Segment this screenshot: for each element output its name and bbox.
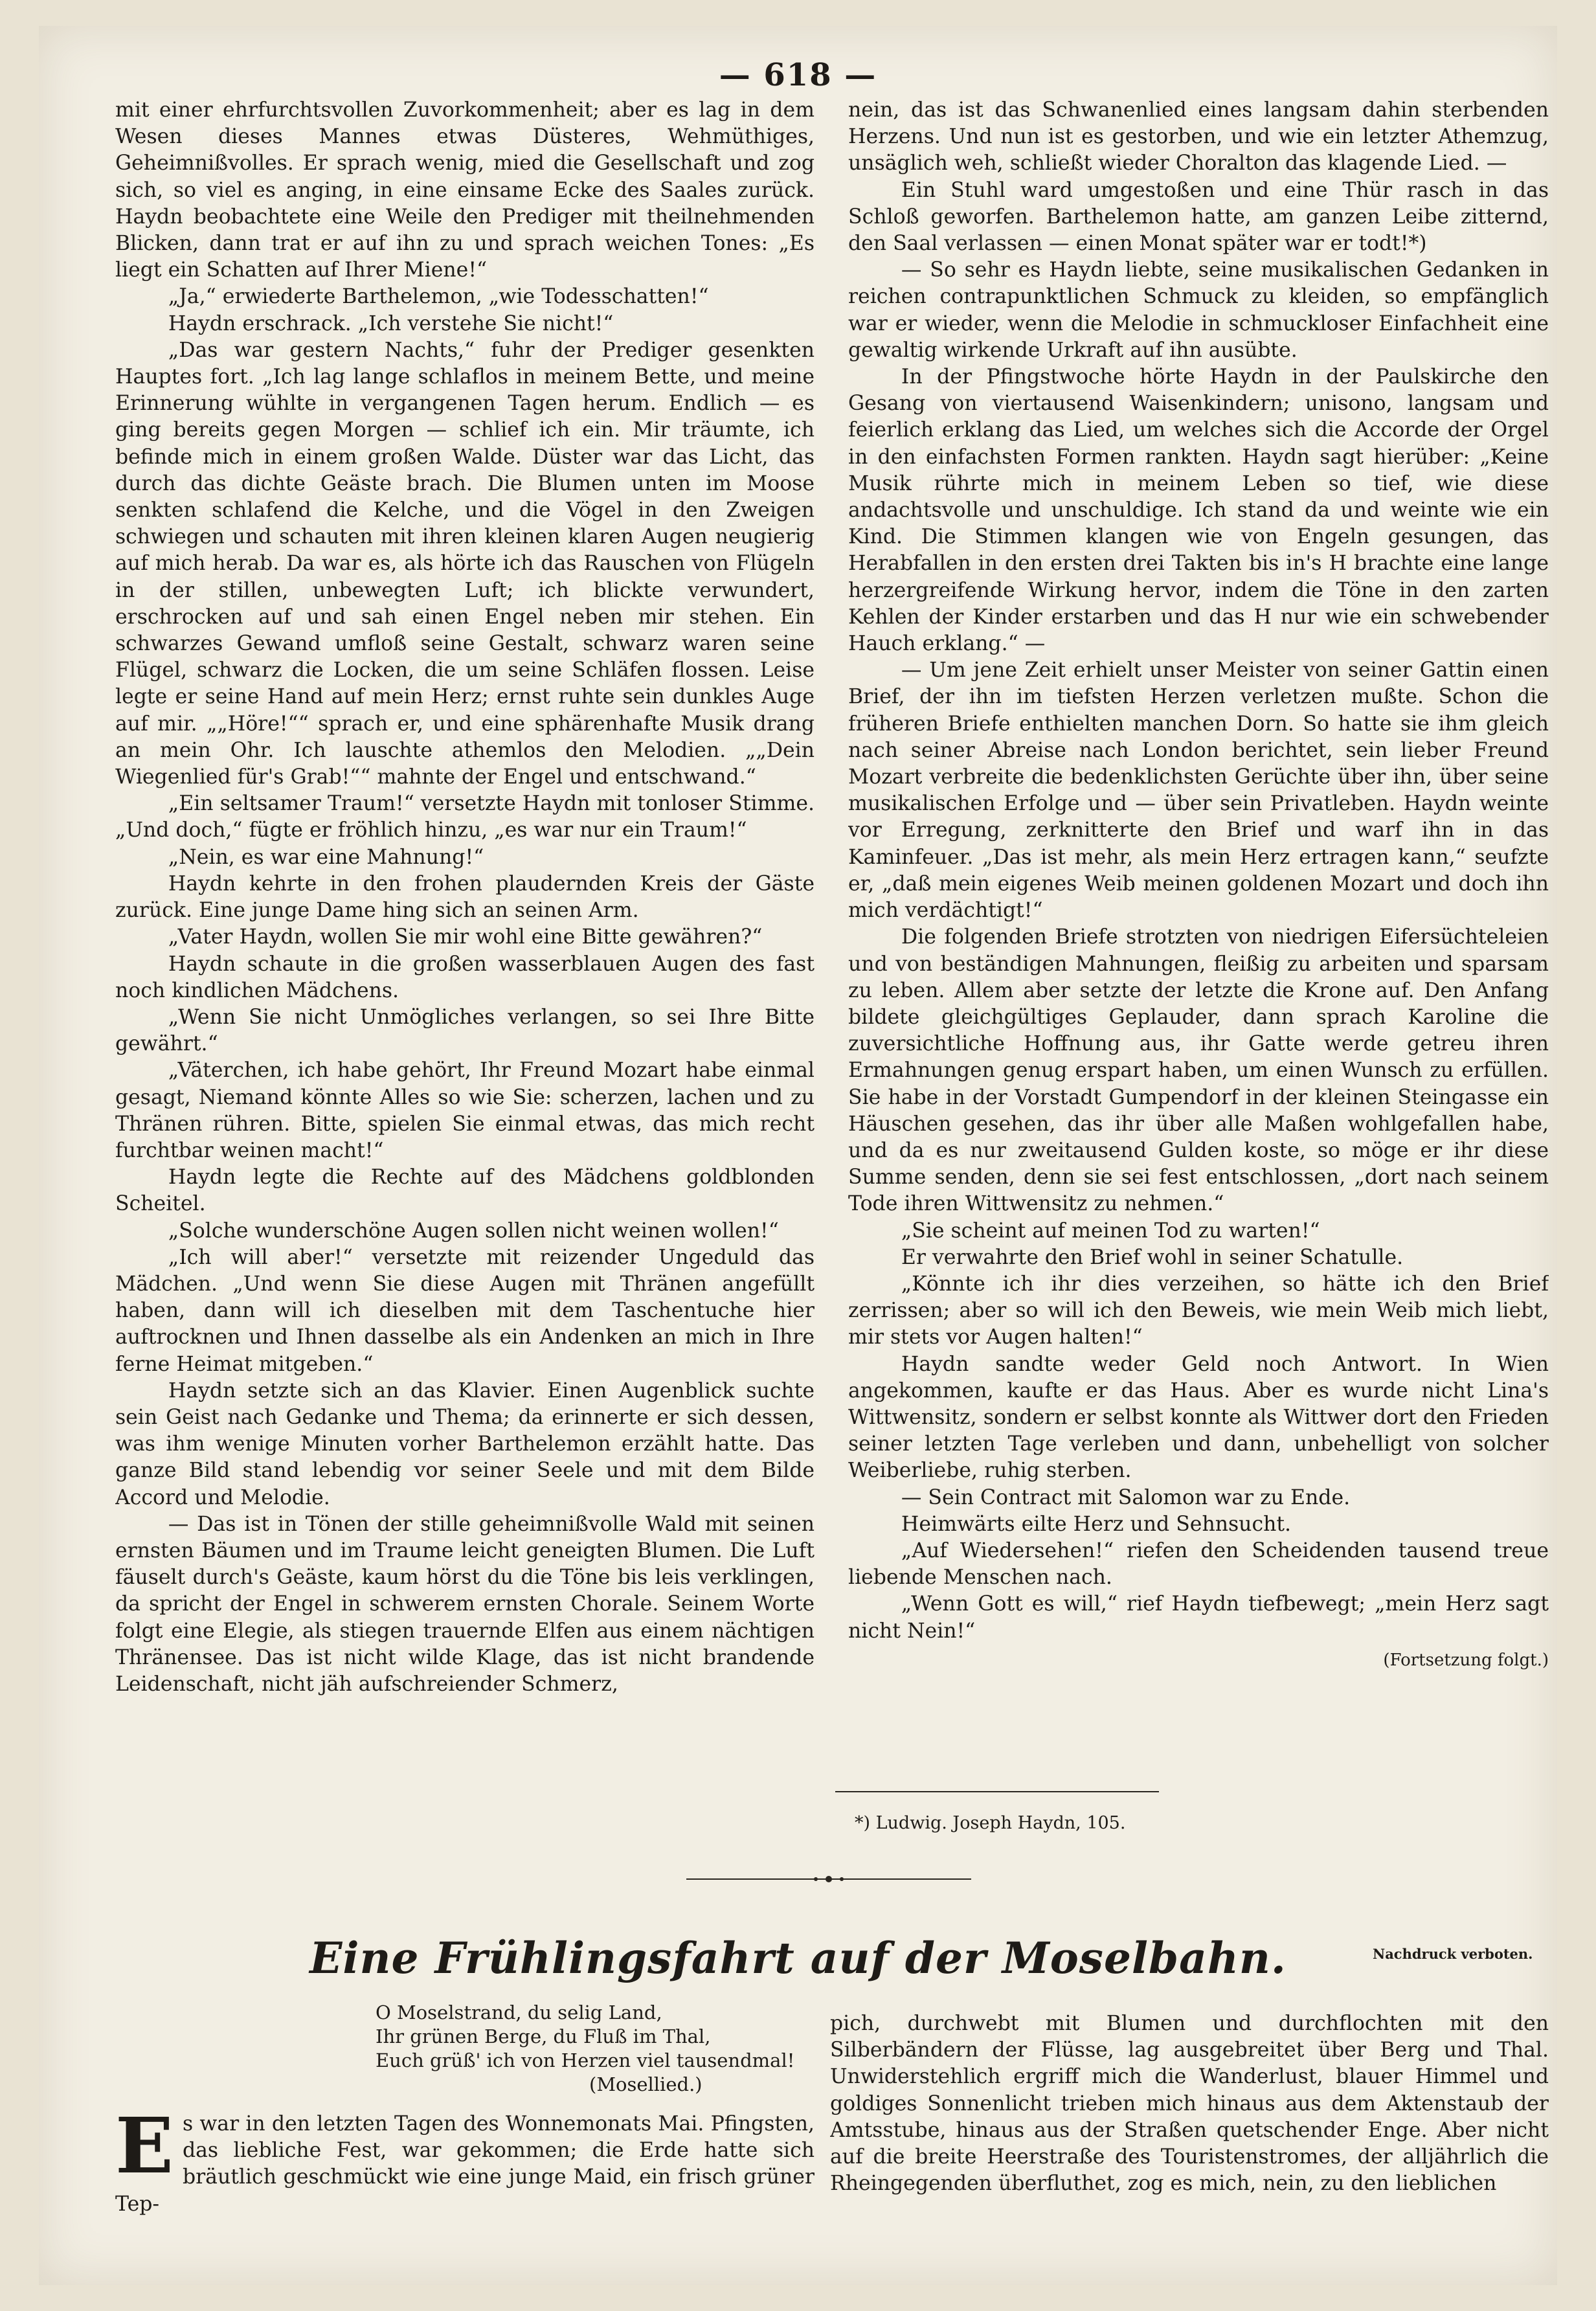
paragraph: nein, das ist das Schwanenlied eines langsam dahin sterbenden Herzens. Und nun ist es gestorben, und wie ein letzter Athemzug, unsäglich weh, schließt wieder Choralton das klagende Lied. — [848, 98, 1549, 175]
paragraph: „Wenn Gott es will,“ rief Haydn tiefbewegt; „mein Herz sagt nicht Nein!“ [848, 1592, 1549, 1643]
continuation-note: (Fortsetzung folgt.) [1383, 1650, 1549, 1670]
article-left-column [115, 2111, 815, 2260]
paragraph: „Vater Haydn, wollen Sie mir wohl eine Bitte gewähren?“ [168, 925, 763, 949]
paragraph: — Um jene Zeit erhielt unser Meister von seiner Gattin einen Brief, der ihn im tiefsten Herzen verletzen mußte. Schon die früheren Briefe enthielten manchen Dorn. So hatte sie ihm gleich nach seiner Abreise nach London berichtet, sein lieber Freund Mozart verbreite die bedenklichsten Gerüchte über ihn, über seine musikalischen Erfolge und — über sein Privatleben. Haydn weinte vor Erregung, zerknitterte den Brief und warf ihn in das Kaminfeuer. „Das ist mehr, als mein Herz ertragen kann,“ seufzte er, „daß mein eigenes Weib meinen goldenen Mozart und doch ihn mich verdächtigt!“ [848, 659, 1549, 923]
footnote-rule [835, 1791, 1159, 1792]
paragraph: Haydn erschrack. „Ich verstehe Sie nicht!“ [168, 311, 614, 335]
paragraph: „Ein seltsamer Traum!“ versetzte Haydn mit tonloser Stimme. „Und doch,“ fügte er fröhlich hinzu, „es war nur ein Traum!“ [115, 792, 815, 842]
epigraph-poem [376, 2001, 794, 2097]
paragraph: — Das ist in Tönen der stille geheimnißvolle Wald mit seinen ernsten Bäumen und im Traume leicht geneigten Blumen. Die Luft fäuselt durch's Geäste, kaum hörst du die Töne bis leis verklingen, da spricht der Engel in schwerem ernsten Chorale. Seinem Worte folgt eine Elegie, als stiegen trauernde Elfen aus einem nächtigen Thränensee. Das ist nicht wilde Klage, das ist nicht brandende Leidenschaft, nicht jäh aufschreiender Schmerz, [115, 1512, 815, 1696]
poem-line: Ihr grünen Berge, du Fluß im Thal, [376, 2025, 711, 2047]
right-column [848, 97, 1549, 1787]
paragraph: — So sehr es Haydn liebte, seine musikalischen Gedanken in reichen contrapunktlichen Schmuck zu kleiden, so empfänglich war er wieder, wenn die Melodie in schmuckloser Einfachheit eine gewaltig wirkende Urkraft auf ihn ausübte. [848, 258, 1549, 362]
footnote: *) Ludwig. Joseph Haydn, 105. [855, 1813, 1126, 1833]
paragraph: Die folgenden Briefe strotzten von niedrigen Eifersüchteleien und von beständigen Mahnungen, fleißig zu arbeiten und sparsam zu leben. Allem aber setzte der letzte die Krone auf. Den Anfang bildete gleichgültiges Geplauder, dann sprach Karoline die zuversichtliche Hoffnung aus, ihr Gatte werde getreu ihren Ermahnungen genug erspart haben, um einen Wunsch zu erfüllen. Sie habe in der Vorstadt Gumpendorf in der kleinen Steingasse ein Häuschen gesehen, das ihr über alle Maßen wohlgefallen habe, und da es nur zweitausend Gulden koste, so möge er ihr diese Summe senden, denn sie sei fest entschlossen, „dort nach seinem Tode ihren Wittwensitz zu nehmen.“ [848, 925, 1549, 1216]
paragraph: Haydn kehrte in den frohen plaudernden Kreis der Gäste zurück. Eine junge Dame hing sich an seinen Arm. [115, 872, 815, 923]
paragraph: „Könnte ich ihr dies verzeihen, so hätte ich den Brief zerrissen; aber so will ich den Beweis, wie mein Weib mich liebt, mir stets vor Augen halten!“ [848, 1272, 1549, 1349]
paragraph: Heimwärts eilte Herz und Sehnsucht. [901, 1512, 1292, 1536]
paragraph: mit einer ehrfurchtsvollen Zuvorkommenheit; aber es lag in dem Wesen dieses Mannes etwas Düsteres, Wehmüthiges, Geheimnißvolles. Er sprach wenig, mied die Gesellschaft und zog sich, so viel es anging, in eine einsame Ecke des Saales zurück. Haydn beobachtete eine Weile den Prediger mit theilnehmenden Blicken, dann trat er auf ihn zu und sprach weichen Tones: „Es liegt ein Schatten auf Ihrer Miene!“ [115, 98, 815, 282]
drop-cap: E [115, 2111, 174, 2191]
left-column [115, 97, 815, 1855]
paragraph: „Ja,“ erwiederte Barthelemon, „wie Todesschatten!“ [168, 285, 709, 309]
paragraph: Ein Stuhl ward umgestoßen und eine Thür rasch in das Schloß geworfen. Barthelemon hatte, am ganzen Leibe zitternd, den Saal verlassen — einen Monat später war er todt!*) [848, 178, 1549, 256]
paragraph: „Väterchen, ich habe gehört, Ihr Freund Mozart habe einmal gesagt, Niemand könnte Alles so wie Sie: scherzen, lachen und zu Thränen rühren. Bitte, spielen Sie einmal etwas, das mich recht furchtbar weinen macht!“ [115, 1059, 815, 1162]
paragraph: — Sein Contract mit Salomon war zu Ende. [901, 1485, 1351, 1509]
paragraph: „Das war gestern Nachts,“ fuhr der Prediger gesenkten Hauptes fort. „Ich lag lange schlaflos in meinem Bette, und meine Erinnerung wühlte in vergangenen Tagen herum. Endlich — es ging bereits gegen Morgen — schlief ich ein. Mir träumte, ich befinde mich in einem großen Walde. Düster war das Licht, das durch das dichte Geäste brach. Die Blumen unten im Moose senkten schlafend die Kelche, und die Vögel in den Zweigen schwiegen und schauten mit ihren kleinen klaren Augen neugierig auf mich herab. Da war es, als hörte ich das Rauschen von Flügeln in der stillen, unbewegten Luft; ich blickte verwundert, erschrocken auf und sah einen Engel neben mir stehen. Ein schwarzes Gewand umfloß seine Gestalt, schwarz waren seine Flügel, schwarz die Locken, die um seine Schläfen flossen. Leise legte er seine Hand auf mein Herz; ernst ruhte sein dunkles Auge auf mir. „„Höre!““ sprach er, und eine sphärenhafte Musik drang an mein Ohr. Ich lauschte athemlos den Melodien. „„Dein Wiegenlied für's Grab!““ mahnte der Engel und entschwand.“ [115, 338, 815, 789]
paragraph: In der Pfingstwoche hörte Haydn in der Paulskirche den Gesang von viertausend Waisenkindern; unisono, langsam und feierlich erklang das Lied, um welches sich die Accorde der Orgel in den einfachsten Formen rankten. Haydn sagt hierüber: „Keine Musik rührte mich in meinem Leben so tief, wie diese andachtsvolle und unschuldige. Ich stand da und weinte wie ein Kind. Die Stimmen klangen wie von Engeln gesungen, das Herabfallen in den ersten drei Takten bis in's H brachte eine lange herzergreifende Wirkung hervor, indem die Töne in den zarten Kehlen der Kinder erstarben und das H nur wie ein schwebender Hauch erklang.“ — [848, 365, 1549, 656]
article-title: Eine Frühlingsfahrt auf der Moselbahn. [309, 1933, 1287, 1983]
poem-line: Euch grüß' ich von Herzen viel tausendmal! [376, 2049, 795, 2071]
paragraph: Haydn sandte weder Geld noch Antwort. In Wien angekommen, kaufte er das Haus. Aber es wurde nicht Lina's Wittwensitz, sondern er selbst konnte als Wittwer dort den Frieden seiner letzten Tage verleben und dann, unbehelligt von solcher Weiberliebe, ruhig sterben. [848, 1352, 1549, 1483]
reprint-notice: Nachdruck verboten. [1373, 1946, 1533, 1962]
page-number: — 618 — [719, 57, 877, 93]
paragraph: Haydn schaute in die großen wasserblauen Augen des fast noch kindlichen Mädchens. [115, 952, 815, 1002]
paragraph: „Sie scheint auf meinen Tod zu warten!“ [901, 1219, 1320, 1243]
paragraph: „Ich will aber!“ versetzte mit reizender Ungeduld das Mädchen. „Und wenn Sie diese Augen mit Thränen angefüllt haben, dann will ich dieselben mit dem Taschentuche hier auftrocknen und Ihnen dasselbe als ein Andenken an mich in Ihre ferne Heimat mitgeben.“ [115, 1245, 815, 1376]
paragraph: „Auf Wiedersehen!“ riefen den Scheidenden tausend treue liebende Menschen nach. [848, 1539, 1549, 1590]
article-text: s war in den letzten Tagen des Wonnemonats Mai. Pfingsten, das liebliche Fest, war gekommen; die Erde hatte sich bräutlich geschmückt wie eine junge Maid, ein frisch grüner Tep- [115, 2112, 815, 2216]
article-right-column [830, 2011, 1549, 2263]
paragraph: „Wenn Sie nicht Unmögliches verlangen, so sei Ihre Bitte gewährt.“ [115, 1005, 815, 1056]
poem-line: O Moselstrand, du selig Land, [376, 2001, 662, 2024]
section-divider [686, 1875, 971, 1884]
article-text: pich, durchwebt mit Blumen und durchflochten mit den Silberbändern der Flüsse, lag ausgebreitet über Berg und Thal. Unwiderstehlich ergriff mich die Wanderlust, blauer Himmel und goldiges Sonnenlicht trieben mich hinaus aus dem Aktenstaub der Amtsstube, hinaus aus der Straßen quetschender Enge. Aber nicht auf die breite Heerstraße des Touristenstromes, der alljährlich die Rheingegenden überfluthet, zog es mich, nein, zu den lieblichen [830, 2012, 1549, 2196]
poem-source: (Mosellied.) [589, 2073, 702, 2095]
paragraph: Haydn setzte sich an das Klavier. Einen Augenblick suchte sein Geist nach Gedanke und Thema; da erinnerte er sich dessen, was ihm wenige Minuten vorher Barthelemon erzählt hatte. Das ganze Bild stand lebendig vor seiner Seele und mit dem Bilde Accord und Melodie. [115, 1379, 815, 1509]
paragraph: Er verwahrte den Brief wohl in seiner Schatulle. [901, 1245, 1404, 1269]
paragraph: Haydn legte die Rechte auf des Mädchens goldblonden Scheitel. [115, 1166, 815, 1216]
paragraph: „Solche wunderschöne Augen sollen nicht weinen wollen!“ [168, 1219, 779, 1243]
paragraph: „Nein, es war eine Mahnung!“ [168, 845, 484, 869]
